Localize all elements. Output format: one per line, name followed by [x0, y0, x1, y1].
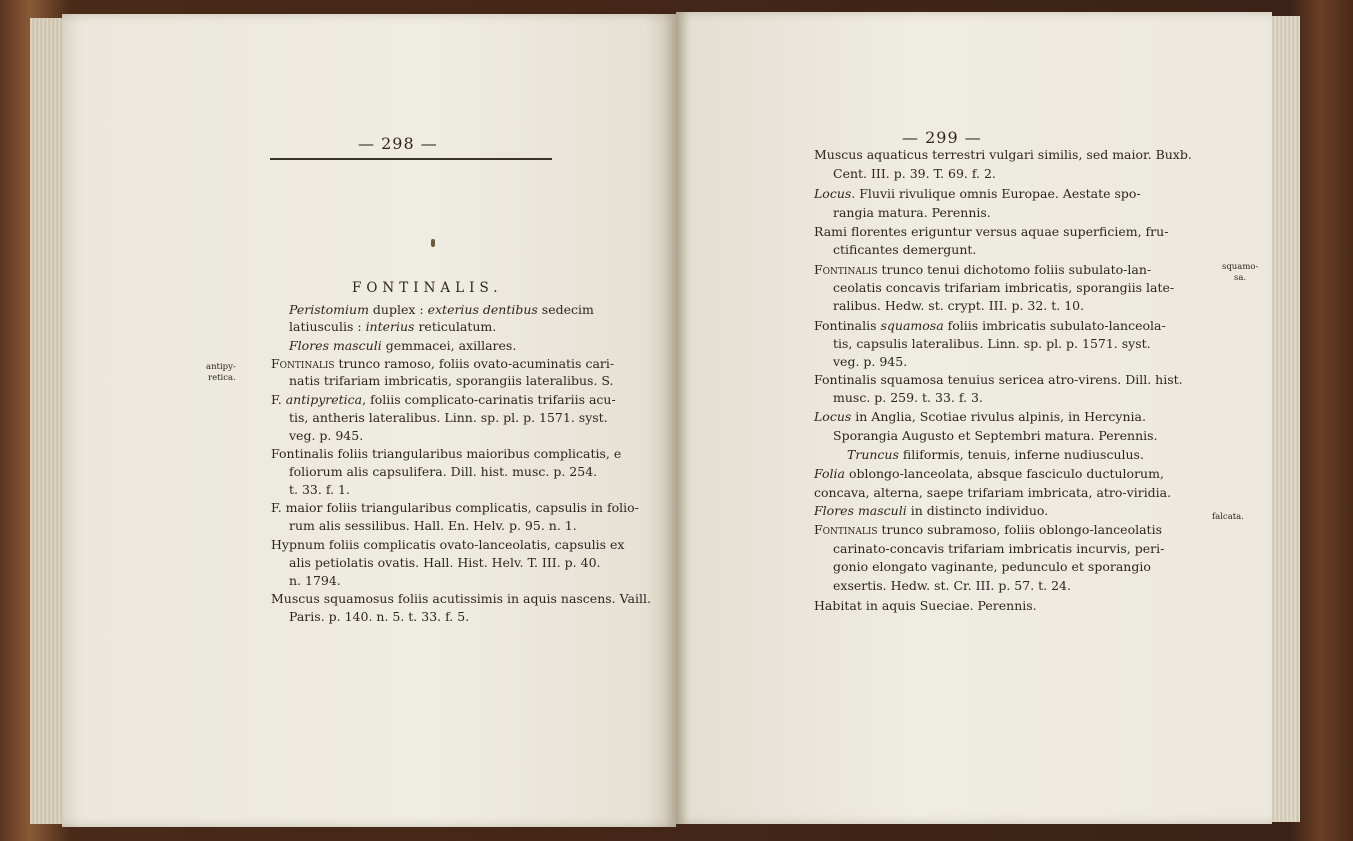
text-segment: Fontinalis	[271, 356, 335, 371]
right-text-line	[833, 338, 1151, 351]
text-segment: Flores masculi	[814, 503, 907, 518]
left-text-line	[289, 484, 350, 497]
text-segment: foliis imbricatis subulato-lanceola-	[943, 318, 1166, 333]
left-text-line	[271, 448, 621, 461]
text-segment: Paris. p. 140. n. 5. t. 33. f. 5.	[289, 609, 470, 624]
left-text-line	[289, 611, 469, 624]
left-page-edges	[30, 18, 64, 824]
text-segment: rangia matura. Perennis.	[833, 205, 991, 220]
text-segment: sedecim	[537, 302, 594, 317]
header-rule	[270, 158, 552, 160]
text-segment: trunco tenui dichotomo foliis subulato-lan-	[877, 262, 1152, 277]
left-text-line	[289, 412, 608, 425]
text-segment: natis trifariam imbricatis, sporangiis lateralibus. S.	[289, 373, 614, 388]
text-segment: ralibus. Hedw. st. crypt. III. p. 32. t. 10.	[833, 298, 1085, 313]
text-segment: Locus.	[814, 186, 856, 201]
text-segment: Hypnum foliis complicatis ovato-lanceolatis, capsulis ex	[271, 537, 625, 552]
genus-heading: FONTINALIS.	[352, 280, 503, 296]
right-text-line	[814, 524, 1162, 537]
right-text-line	[833, 356, 907, 369]
text-segment: tis, capsulis lateralibus. Linn. sp. pl. p. 1571. syst.	[833, 336, 1151, 351]
text-segment: Fontinalis	[814, 262, 878, 277]
right-text-line	[814, 505, 1048, 518]
text-segment: veg. p. 945.	[833, 354, 908, 369]
text-segment: Rami florentes eriguntur versus aquae superficiem, fru-	[814, 224, 1169, 239]
right-page-number: — 299 —	[902, 128, 982, 147]
text-segment: interius	[365, 319, 415, 334]
text-segment: trunco subramoso, foliis oblongo-lanceolatis	[877, 522, 1162, 537]
text-segment: alis petiolatis ovatis. Hall. Hist. Helv. T. III. p. 40.	[289, 555, 601, 570]
text-segment: rum alis sessilibus. Hall. En. Helv. p. 95. n. 1.	[289, 518, 577, 533]
left-text-line	[289, 557, 601, 570]
text-segment: Fontinalis squamosa tenuius sericea atro-virens. Dill. hist.	[814, 372, 1183, 387]
text-segment: F. maior foliis triangularibus complicatis, capsulis in folio-	[271, 500, 639, 515]
right-text-line	[833, 168, 996, 181]
text-segment: tis, antheris lateralibus. Linn. sp. pl. p. 1571. syst.	[289, 410, 608, 425]
right-margin-note-3: falcata.	[1212, 512, 1244, 522]
text-segment: foliorum alis capsulifera. Dill. hist. musc. p. 254.	[289, 464, 598, 479]
text-segment: Flores masculi	[289, 338, 382, 353]
text-segment: exsertis. Hedw. st. Cr. III. p. 57. t. 24.	[833, 578, 1071, 593]
text-segment: filiformis, tenuis, inferne nudiusculus.	[898, 447, 1144, 462]
text-segment: concava, alterna, saepe trifariam imbricata, atro-viridia.	[814, 485, 1172, 500]
text-segment: Muscus aquaticus terrestri vulgari similis, sed maior. Buxb.	[814, 147, 1192, 162]
right-margin-note-2: sa.	[1234, 273, 1247, 283]
right-text-line	[814, 188, 1141, 201]
text-segment: Peristomium	[289, 302, 369, 317]
text-segment: Sporangia Augusto et Septembri matura. Perennis.	[833, 428, 1158, 443]
left-text-line	[289, 575, 341, 588]
text-segment: squamosa	[880, 318, 944, 333]
left-text-line	[289, 430, 363, 443]
right-text-line	[833, 392, 983, 405]
left-text-line	[289, 520, 577, 533]
text-segment: carinato-concavis trifariam imbricatis incurvis, peri-	[833, 541, 1165, 556]
right-margin-note-1: squamo-	[1222, 262, 1259, 272]
right-page-edges	[1270, 16, 1300, 822]
text-segment: reticulatum.	[414, 319, 497, 334]
text-segment: gemmacei, axillares.	[381, 338, 517, 353]
left-page-number: — 298 —	[358, 134, 438, 153]
right-text-line	[847, 449, 1144, 462]
right-text-line	[814, 411, 1146, 424]
text-segment: trunco ramoso, foliis ovato-acuminatis cari-	[334, 356, 615, 371]
text-segment: n. 1794.	[289, 573, 341, 588]
right-text-line	[814, 264, 1151, 277]
text-segment: Cent. III. p. 39. T. 69. f. 2.	[833, 166, 996, 181]
text-segment: Fontinalis foliis triangularibus maioribus complicatis, e	[271, 446, 622, 461]
left-margin-note-1: antipy-	[206, 362, 236, 372]
text-segment: gonio elongato vaginante, pedunculo et sporangio	[833, 559, 1151, 574]
text-segment: F.	[271, 392, 286, 407]
text-segment: antipyretica	[285, 392, 363, 407]
right-text-line	[814, 600, 1037, 613]
text-segment: ctificantes demergunt.	[833, 242, 977, 257]
text-segment: Locus	[814, 409, 852, 424]
text-segment: , foliis complicato-carinatis trifariis acu-	[362, 392, 616, 407]
right-text-line	[814, 149, 1192, 162]
ornament-mark	[431, 239, 435, 247]
text-segment: in Anglia, Scotiae rivulus alpinis, in Hercynia.	[851, 409, 1146, 424]
left-margin-note-2: retica.	[208, 373, 236, 383]
text-segment: exterius dentibus	[427, 302, 538, 317]
right-text-line	[833, 300, 1084, 313]
left-text-line	[289, 466, 597, 479]
left-text-line	[289, 304, 594, 317]
text-segment: Fontinalis	[814, 522, 878, 537]
text-segment: Habitat in aquis Sueciae. Perennis.	[814, 598, 1037, 613]
right-text-line	[814, 320, 1166, 333]
text-segment: ceolatis concavis trifariam imbricatis, sporangiis late-	[833, 280, 1175, 295]
right-text-line	[814, 468, 1164, 481]
right-text-line	[833, 282, 1174, 295]
right-text-line	[814, 374, 1183, 387]
text-segment: duplex :	[368, 302, 428, 317]
text-segment: Muscus squamosus foliis acutissimis in aquis nascens. Vaill.	[271, 591, 651, 606]
text-segment: Fluvii rivulique omnis Europae. Aestate spo-	[855, 186, 1141, 201]
left-text-line	[289, 375, 614, 388]
left-text-line	[289, 340, 516, 353]
text-segment: Fontinalis	[814, 318, 881, 333]
right-text-line	[814, 487, 1171, 500]
text-segment: veg. p. 945.	[289, 428, 364, 443]
left-text-line	[271, 502, 639, 515]
left-text-line	[271, 358, 614, 371]
right-text-line	[833, 561, 1151, 574]
right-text-line	[814, 226, 1168, 239]
left-text-line	[271, 394, 616, 407]
text-segment: t. 33. f. 1.	[289, 482, 350, 497]
right-text-line	[833, 207, 991, 220]
left-text-line	[289, 321, 496, 334]
right-text-line	[833, 430, 1158, 443]
text-segment: latiusculis :	[289, 319, 366, 334]
right-text-line	[833, 580, 1071, 593]
text-segment: Folia	[814, 466, 845, 481]
right-text-line	[833, 244, 976, 257]
text-segment: Truncus	[847, 447, 899, 462]
left-text-line	[271, 593, 651, 606]
right-text-line	[833, 543, 1164, 556]
text-segment: in distincto individuo.	[906, 503, 1049, 518]
text-segment: oblongo-lanceolata, absque fasciculo ductulorum,	[844, 466, 1164, 481]
text-segment: musc. p. 259. t. 33. f. 3.	[833, 390, 983, 405]
left-text-line	[271, 539, 625, 552]
